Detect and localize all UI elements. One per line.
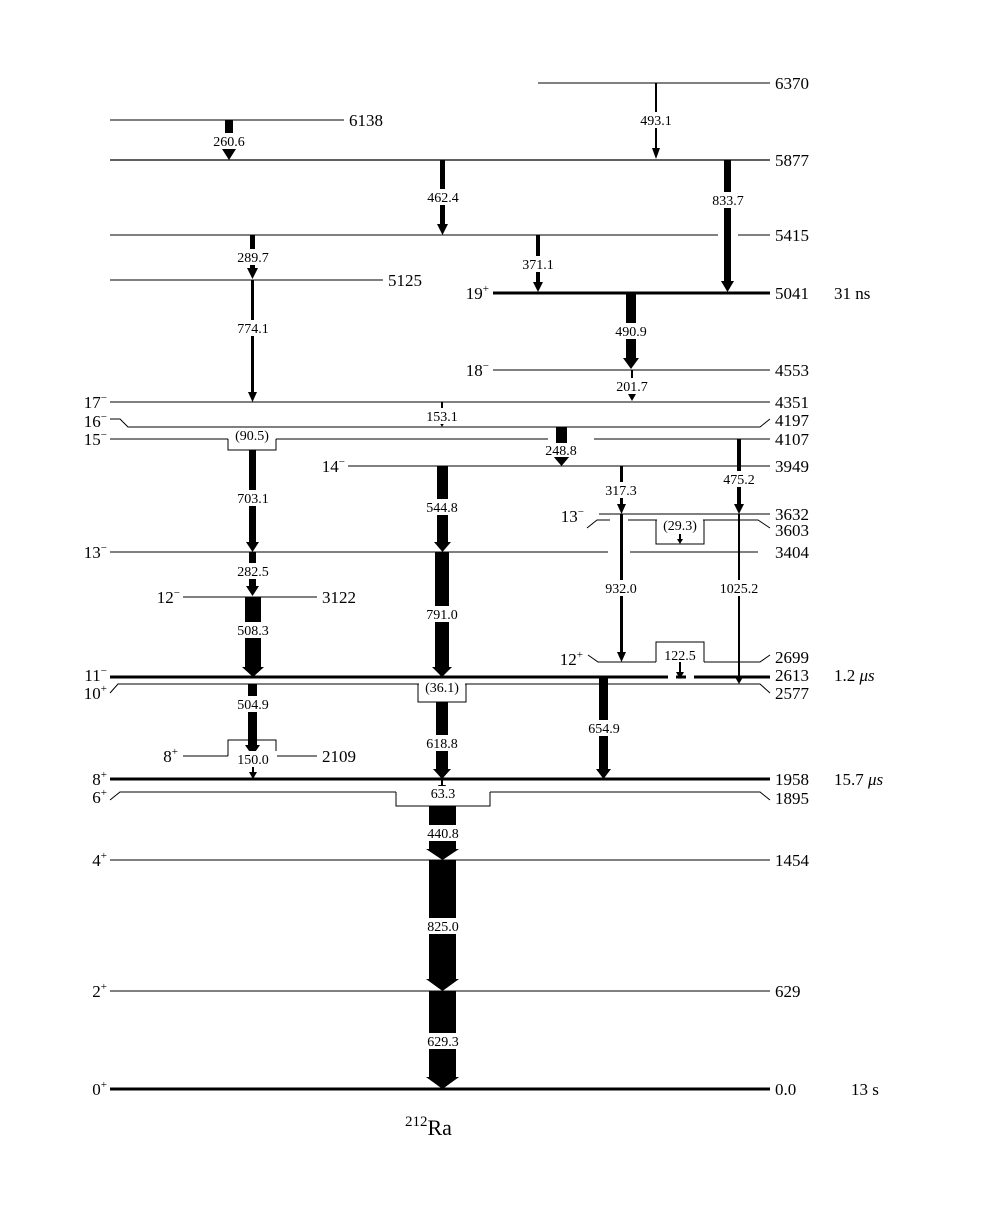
energy-2109: 2109: [322, 747, 356, 766]
arrow-774-1-head: [248, 392, 257, 402]
label-654-9: 654.9: [588, 722, 620, 737]
label-122-5: 122.5: [664, 649, 696, 664]
spin-2613: 11−: [84, 665, 107, 685]
spin-0: 0+: [92, 1079, 107, 1099]
energy-5415: 5415: [775, 226, 809, 245]
label-289-7: 289.7: [237, 251, 269, 266]
arrow-282-5-head: [246, 586, 259, 596]
energy-5125: 5125: [388, 271, 422, 290]
half-life-0: 13 s: [851, 1080, 879, 1099]
spin-5041: 19+: [465, 283, 489, 303]
arrow-1025-2-head: [735, 677, 743, 684]
arrow-29-3-head: [677, 539, 683, 544]
energy-5041: 5041: [775, 284, 809, 303]
energy-6138: 6138: [349, 111, 383, 130]
label-371-1: 371.1: [522, 258, 554, 273]
transition-labels: [205, 112, 767, 1050]
energy-1454: 1454: [775, 851, 809, 870]
arrow-825-0-head: [426, 979, 459, 991]
energy-5877: 5877: [775, 151, 809, 170]
spin-1454: 4+: [92, 850, 107, 870]
label-544-8: 544.8: [426, 501, 458, 516]
energy-6370: 6370: [775, 74, 809, 93]
energy-2613: 2613: [775, 666, 809, 685]
label-629-3: 629.3: [427, 1035, 459, 1050]
spin-parity-labels: [84, 283, 584, 1099]
arrow-371-1-head: [533, 282, 543, 292]
half-life-2613: 1.2 μs: [834, 666, 875, 685]
label-150-0: 150.0: [237, 753, 269, 768]
energy-4107: 4107: [775, 430, 809, 449]
arrow-260-6-head: [222, 149, 236, 160]
spin-4553: 18−: [465, 360, 489, 380]
transition-arrows: [222, 83, 744, 1089]
arrow-504-9: [248, 684, 257, 746]
energy-4553: 4553: [775, 361, 809, 380]
spin-2577: 10+: [83, 683, 107, 703]
energy-2699: 2699: [775, 648, 809, 667]
arrow-440-8-head: [426, 849, 459, 860]
spin-1958: 8+: [92, 769, 107, 789]
arrow-932-0-head: [617, 652, 626, 662]
nucleus-label: $^{212}$Ra: [405, 1114, 452, 1140]
arrow-63-3: [441, 779, 443, 786]
arrow-544-8-head: [434, 542, 451, 552]
label-493-1: 493.1: [640, 114, 672, 129]
spin-629: 2+: [92, 981, 107, 1001]
arrow-833-7-head: [721, 281, 734, 292]
label-508-3: 508.3: [237, 624, 269, 639]
label-153-1: 153.1: [426, 410, 458, 425]
label-201-7: 201.7: [616, 380, 648, 395]
energy-3122: 3122: [322, 588, 356, 607]
energy-1895: 1895: [775, 789, 809, 808]
label-774-1: 774.1: [237, 322, 269, 337]
energy-4351: 4351: [775, 393, 809, 412]
label-462-4: 462.4: [427, 191, 459, 206]
arrow-493-1-head: [652, 148, 660, 159]
label-504-9: 504.9: [237, 698, 269, 713]
arrow-490-9-head: [623, 358, 639, 369]
arrow-462-4-head: [437, 224, 448, 235]
arrow-201-7-head: [628, 394, 636, 401]
spin-4197: 16−: [83, 411, 107, 431]
label-317-3: 317.3: [605, 484, 637, 499]
arrow-475-2-head: [734, 504, 744, 514]
half-life-5041: 31 ns: [834, 284, 871, 303]
spin-3404: 13−: [83, 542, 107, 562]
energy-3404: 3404: [775, 543, 809, 562]
label-36-1: (36.1): [425, 681, 459, 696]
label-260-6: 260.6: [213, 135, 245, 150]
energy-629: 629: [775, 982, 801, 1001]
label-248-8: 248.8: [545, 444, 577, 459]
spin-1895: 6+: [92, 787, 107, 807]
energy-1958: 1958: [775, 770, 809, 789]
energy-4197: 4197: [775, 411, 809, 430]
label-63-3: 63.3: [430, 787, 456, 802]
label-282-5: 282.5: [237, 565, 269, 580]
label-703-1: 703.1: [237, 492, 269, 507]
label-90-5: (90.5): [235, 429, 269, 444]
arrow-703-1-head: [246, 542, 259, 552]
spin-3122: 12−: [156, 587, 180, 607]
label-440-8: 440.8: [427, 827, 459, 842]
label-618-8: 618.8: [426, 737, 458, 752]
spin-3632: 13−: [560, 506, 584, 526]
spin-2109: 8+: [163, 746, 178, 766]
spin-4107: 15−: [83, 429, 107, 449]
label-1025-2: 1025.2: [719, 582, 759, 597]
spin-4351: 17−: [83, 392, 107, 412]
label-825-0: 825.0: [427, 920, 459, 935]
energy-3949: 3949: [775, 457, 809, 476]
energy-0: 0.0: [775, 1080, 797, 1099]
arrow-289-7-head: [247, 268, 258, 279]
label-932-0: 932.0: [605, 582, 637, 597]
arrow-833-7: [724, 160, 731, 281]
label-29-3: (29.3): [663, 519, 697, 534]
arrow-629-3-head: [426, 1077, 459, 1089]
label-475-2: 475.2: [723, 473, 755, 488]
label-791-0: 791.0: [426, 608, 458, 623]
energy-3603: 3603: [775, 521, 809, 540]
label-833-7: 833.7: [712, 194, 744, 209]
energy-3632: 3632: [775, 505, 809, 524]
arrow-317-3-head: [617, 504, 626, 514]
spin-3949: 14−: [321, 456, 345, 476]
spin-2699: 12+: [559, 649, 583, 669]
energy-2577: 2577: [775, 684, 809, 703]
label-490-9: 490.9: [615, 325, 647, 340]
half-life-1958: 15.7 μs: [834, 770, 884, 789]
